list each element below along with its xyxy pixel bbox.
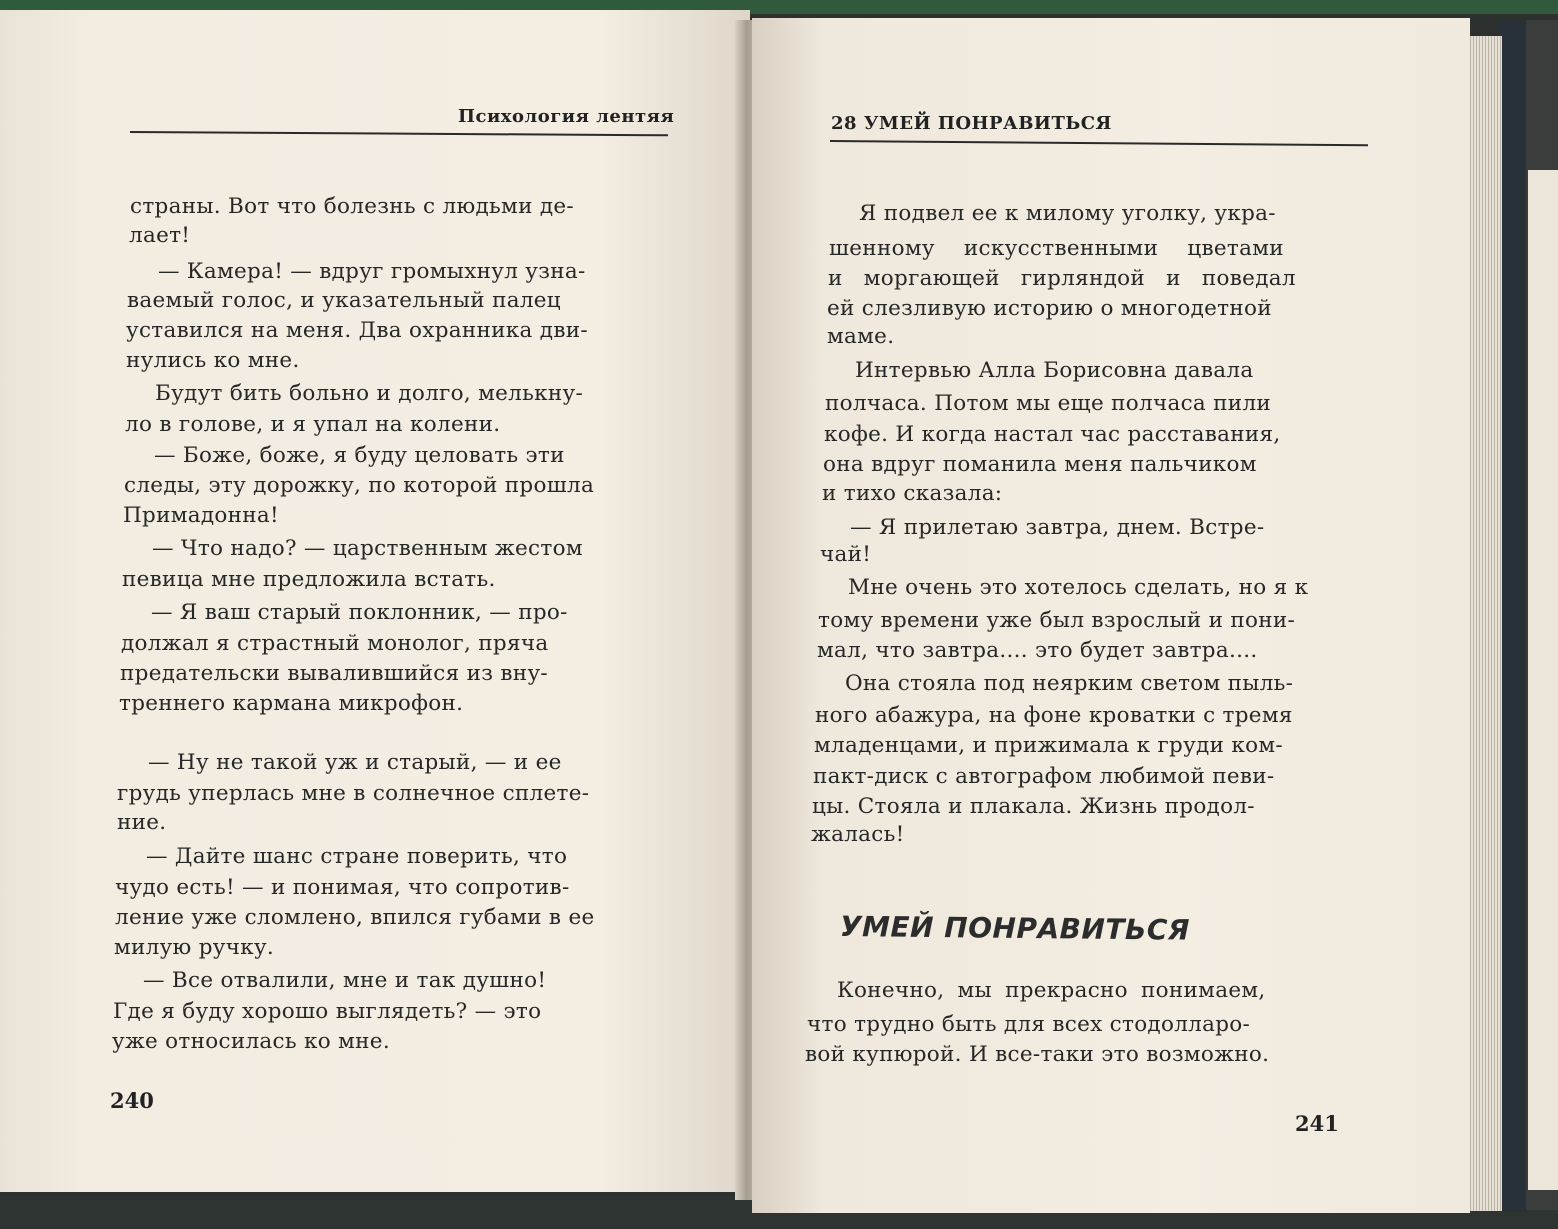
page-edges bbox=[1468, 36, 1502, 1211]
running-head-right: 28 УМЕЙ ПОНРАВИТЬСЯ bbox=[831, 113, 1112, 134]
text-line: ного абажура, на фоне кроватки с тремя bbox=[815, 703, 1293, 728]
text-line: предательски вывалившийся из вну- bbox=[120, 661, 548, 686]
text-line: лает! bbox=[129, 223, 191, 248]
insert-sheet bbox=[1528, 170, 1558, 1190]
text-line: страны. Вот что болезнь с людьми де- bbox=[130, 194, 574, 219]
text-line: Примадонна! bbox=[123, 503, 279, 528]
text-line: — Камера! — вдруг громыхнул узна- bbox=[158, 259, 586, 284]
text-line: младенцами, и прижимала к груди ком- bbox=[814, 733, 1283, 758]
text-line: и тихо сказала: bbox=[822, 481, 1003, 506]
text-line: ло в голове, и я упал на колени. bbox=[125, 412, 501, 437]
text-line: уставился на меня. Два охранника дви- bbox=[126, 318, 588, 343]
text-line: пакт-диск с автографом любимой певи- bbox=[813, 764, 1275, 789]
text-line: — Дайте шанс стране поверить, что bbox=[146, 844, 568, 869]
text-line: тому времени уже был взрослый и пони- bbox=[818, 608, 1296, 633]
text-line: жалась! bbox=[811, 822, 905, 847]
text-line: Она стояла под неярким светом пыль- bbox=[845, 671, 1294, 696]
text-line: и моргающей гирляндой и поведал bbox=[828, 266, 1296, 291]
text-line: — Ну не такой уж и старый, — и ее bbox=[148, 750, 562, 775]
text-line: — Я прилетаю завтра, днем. Встре- bbox=[850, 515, 1265, 540]
header-rule-right bbox=[830, 140, 1368, 146]
text-line: Будут бить больно и долго, мелькну- bbox=[155, 381, 584, 406]
running-head-left: Психология лентяя bbox=[458, 106, 675, 127]
text-line: — Я ваш старый поклонник, — про- bbox=[151, 600, 568, 625]
text-line: Мне очень это хотелось сделать, но я к bbox=[848, 575, 1309, 600]
text-line: цы. Стояла и плакала. Жизнь продол- bbox=[812, 794, 1255, 819]
text-line: чай! bbox=[820, 542, 872, 567]
page-number-right: 241 bbox=[1295, 1111, 1339, 1136]
text-line: — Что надо? — царственным жестом bbox=[152, 536, 583, 561]
text-line: Где я буду хорошо выглядеть? — это bbox=[113, 999, 542, 1024]
text-line: грудь уперлась мне в солнечное сплете- bbox=[117, 781, 590, 806]
text-line: треннего кармана микрофон. bbox=[119, 691, 464, 716]
text-line: Интервью Алла Борисовна давала bbox=[855, 358, 1254, 383]
text-line: ей слезливую историю о многодетной bbox=[827, 296, 1272, 321]
right-page bbox=[752, 18, 1470, 1213]
text-line: певица мне предложила встать. bbox=[122, 567, 496, 592]
text-line: она вдруг поманила меня пальчиком bbox=[823, 452, 1257, 477]
text-line: милую ручку. bbox=[114, 935, 275, 960]
page-number-left: 240 bbox=[110, 1088, 154, 1113]
section-heading: УМЕЙ ПОНРАВИТЬСЯ bbox=[839, 910, 1191, 947]
text-line: должал я страстный монолог, пряча bbox=[121, 631, 549, 656]
text-line: что трудно быть для всех стодолларо- bbox=[807, 1012, 1251, 1037]
text-line: мал, что завтра.... это будет завтра.... bbox=[817, 638, 1258, 663]
text-line: нулись ко мне. bbox=[126, 348, 300, 373]
text-line: следы, эту дорожку, по которой прошла bbox=[124, 473, 595, 498]
header-rule-left bbox=[130, 131, 668, 136]
text-line: ваемый голос, и указательный палец bbox=[127, 288, 561, 313]
text-line: Я подвел ее к милому уголку, укра- bbox=[859, 201, 1276, 226]
text-line: кофе. И когда настал час расставания, bbox=[824, 422, 1281, 447]
left-page bbox=[0, 10, 750, 1192]
text-line: шенному искусственными цветами bbox=[829, 236, 1284, 261]
text-line: — Все отвалили, мне и так душно! bbox=[143, 968, 547, 993]
text-line: вой купюрой. И все-таки это возможно. bbox=[805, 1042, 1270, 1067]
book-cover-right bbox=[1500, 22, 1526, 1212]
text-line: ление уже сломлено, впился губами в ее bbox=[115, 905, 595, 930]
text-line: маме. bbox=[827, 324, 895, 349]
text-line: чудо есть! — и понимая, что сопротив- bbox=[115, 875, 570, 900]
text-line: ние. bbox=[117, 810, 167, 835]
text-line: — Боже, боже, я буду целовать эти bbox=[154, 443, 565, 468]
text-line: Конечно, мы прекрасно понимаем, bbox=[837, 978, 1266, 1003]
text-line: уже относилась ко мне. bbox=[112, 1029, 390, 1054]
text-line: полчаса. Потом мы еще полчаса пили bbox=[825, 391, 1272, 416]
